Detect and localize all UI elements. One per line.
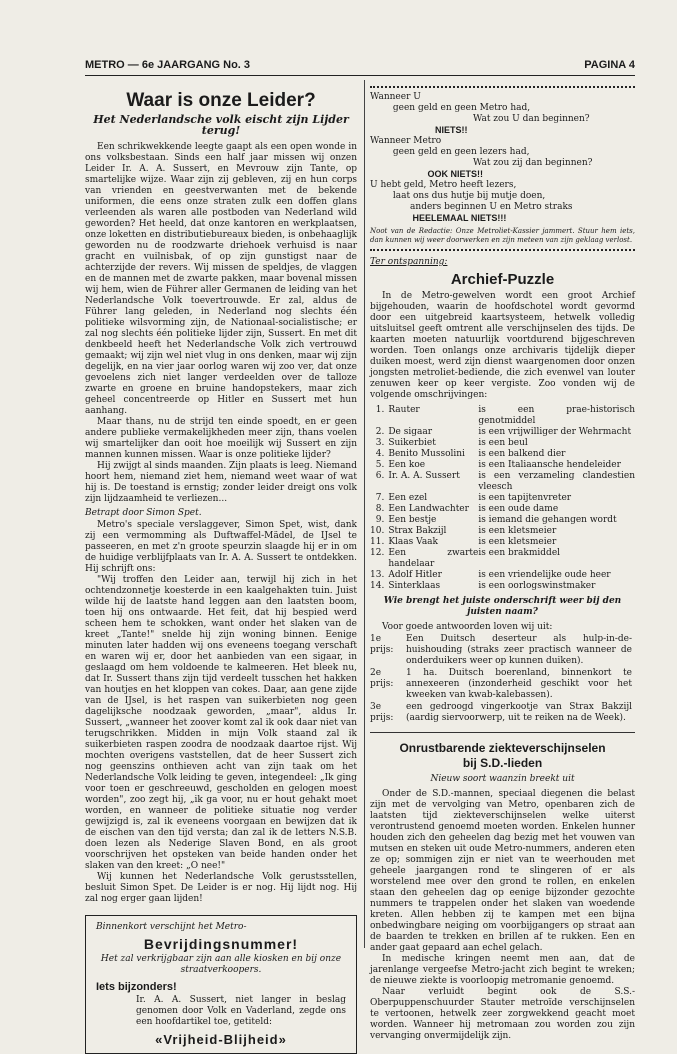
puzzle-row [370,427,635,438]
puzzle-row [370,581,635,592]
article-byline: Betrapt door Simon Spet. [85,508,202,518]
article2-paragraph: In medische kringen neemt men aan, dat de jarenlange vergeefse Metro-jacht zich begint te wreken; de nieuwe ziekte is voorloopig metromanie genoemd. [370,954,635,986]
puzzle-name: Sinterklaas [388,581,441,591]
puzzle-row [370,548,635,570]
puzzle-name: Suikerbiet [388,438,436,448]
puzzle-name: Adolf Hitler [388,570,442,580]
article-paragraph: Een schrikwekkende leegte gaapt als een open wonde in ons volksbestaan. Sinds een half jaar missen wij onzen Leider Ir. A. A. Sussert, en Mevrouw zijn Tante, op smartelijke wijze. Waar zijn zij gebleven, zij en hun corps van vrienden en geestverwanten met de bekende uniformen, die eens onze straten zulk een doffen glans verleenden als waren alle postboden van Nederland wild geworden? Het heeld, dat onze kantoren en werkplaatsen, onze loketten en distributiebureaux bieden, is onbehaaglijk geworden nu de roodzwarte driehoek verhuisd is naar gracht en vuilnisbak, of op zijn gunstigst naar de achterzijde der revers. Wij missen de speldjes, de vlaggen en de mannen met de zwarte pakken, maar bovenal missen wij hem, wien de Führer aller Germanen de leiding van het Nederlandsche Volk toevertrouwde. Er zal, aldus de Führer lang geleden, in Nederland nog slechts één politieke wilsvorming zijn, de Nationaal-socialistische; er zal nog slechts één politieke lijder zijn, Sussert. En met dit denkbeeld heeft het Nederlandsche Volk zich vertrouwd gemaakt; wij zijn wel niet vlug in ons denken, maar wij zijn degelijk, en na vier jaar oorlog waren wij zoo ver, dat onze gevoelens zich niet langer verdeelden over de talloze zwarte en groene en bruine handopstekers, maar zich geheel concentreerde op Hitler en Sussert met hun aanhang. [85,142,357,416]
puzzle-number: 14. [370,581,385,591]
editor-note: Noot van de Redactie: Onze Metroliet-Kassier jammert. Stuur hem iets, dan kunnen wij weer doorwerken en zijn meteen van zijn geklaag verlost. [370,227,635,244]
article-paragraph: Hij zwijgt al sinds maanden. Zijn plaats is leeg. Niemand hoort hem, niemand ziet hem, niemand weet waar of wat hij is. De toestand is ernstig; zonder leider dreigt ons volk zijn lijdzaamheid te verliezen... [85,461,357,504]
poem-line: anders beginnen U en Metro straks [370,202,573,212]
puzzle-question: Wie brengt het juiste onderschrift weer bij den juisten naam? [383,596,622,617]
article2-subtitle: Nieuw soort waanzin breekt uit [430,774,575,784]
header-page-number: PAGINA 4 [584,59,635,71]
puzzle-name: Een koe [388,460,426,470]
puzzle-name: Rauter [388,405,420,415]
prize-text: Een Duitsch deserteur als hulp-in-de-huishouding (straks zeer practisch wanneer de onderduikers weer op kunnen duiken). [406,634,632,666]
puzzle-number: 4. [375,449,385,459]
prize-label: 2e prijs: [370,668,394,689]
prize-1 [370,634,635,667]
column-divider [364,80,365,948]
header-rule [85,75,635,76]
puzzle-number: 1. [375,405,385,415]
puzzle-row [370,460,635,471]
puzzle-number: 13. [370,570,385,580]
prize-label: 1e prijs: [370,634,394,655]
article-paragraph: Metro's speciale verslaggever, Simon Spet, wist, dank zij een vermomming als Duftwaffel-Mädel, de IJsel te passeeren, en met z'n groote speurzin slaagde hij er in om de huidige verblijfplaats van Ir. A. A. Sussert te ontdekken. Hij schrijft ons: [85,520,357,574]
puzzle-description: is een tapijtenvreter [478,493,572,503]
puzzle-description: is een vrijwilliger der Wehrmacht [478,427,632,437]
puzzle-list [370,405,635,592]
puzzle-row [370,438,635,449]
left-column [85,82,357,1054]
puzzle-number: 2. [375,427,385,437]
puzzle-description: is een balkend dier [478,449,566,459]
puzzle-description: is iemand die gehangen wordt [478,515,617,525]
puzzle-row [370,493,635,504]
puzzle-name: Een zwarte handelaar [388,548,479,569]
announcement-intro: Binnenkort verschijnt het Metro- [96,922,247,932]
prize-text: een gedroogd vingerkootje van Strax Bakzijl (aardig siervoorwerp, uit te reiken na de Week). [406,702,632,723]
announcement-box [85,915,357,1054]
puzzle-name: Een ezel [388,493,428,503]
puzzle-name: Een Landwachter [388,504,469,514]
article2-paragraph: Naar verluidt begint ook de S.S.-Oberpuppenschuurder Stauter metroïde verschijnselen te vertoonen, hetwelk zeer zorgwekkend geacht moet worden. Wanneer hij metromaan zou worden zou zijn vervanging onvermijdelijk zijn. [370,987,635,1041]
poem-line: Wanneer U [370,92,421,102]
header-masthead: METRO — 6e JAARGANG No. 3 [85,59,251,71]
right-column [370,82,635,1042]
poem-line: geen geld en geen lezers had, [370,147,530,157]
article2-title-line2: bij S.D.-lieden [462,756,543,770]
puzzle-description: is een kletsmeier [478,526,557,536]
announcement-title: Bevrijdingsnummer! [143,936,299,952]
poem-line: HEELEMAAL NIETS!!! [370,213,507,223]
puzzle-number: 6. [375,471,385,481]
dotted-rule [370,86,635,88]
puzzle-row [370,449,635,460]
puzzle-row [370,471,635,493]
puzzle-name: Klaas Vaak [388,537,438,547]
puzzle-description: is een oude dame [478,504,559,514]
prize-text: 1 ha. Duitsch boerenland, binnenkort te annexeeren (inzonderheid geschikt voor het kweeken van kwab-kalebassen). [406,668,632,700]
announcement-line: Het zal verkrijgbaar zijn aan alle kiosken en bij onze straatverkoopers. [100,954,342,975]
announcement-heading: Iets bijzonders! [96,981,177,993]
puzzle-description: is een kletsmeier [478,537,557,547]
puzzle-name: Ir. A. A. Sussert [388,471,460,481]
prize-3 [370,702,635,724]
section-rule [370,732,635,733]
puzzle-name: Benito Mussolini [388,449,465,459]
article-subtitle: Het Nederlandsche volk eischt zijn Lijder terug! [93,113,349,137]
puzzle-row [370,504,635,515]
poem-line: geen geld en geen Metro had, [370,103,531,113]
puzzle-description: is een prae-historisch genotmiddel [478,405,635,426]
article2-paragraph: Onder de S.D.-mannen, speciaal diegenen die belast zijn met de vervolging van Metro, openbaren zich de laatsten tijd ziekteverschijnselen welke uiterst verontrustend genoemd moeten worden. Enkelen hunner houden zich den geheelen dag bezig met het vouwen van mutsen en steken uit oude Metro-nummers, anderen eten ze op; sommigen zijn er niet van te weerhouden met geheele jaargangen rond te slingeren of er als worstelend mee over den grond te rollen, en enkelen staan den geheelen dag op eenige bijzonder gezochte nummers te trappelen onder het slaken van woedende kreten. Allen hebben zij te kampen met een bijna onbedwingbare neiging om voorbijgangers op straat aan de baarden te trekken en brillen af te rukken. Een en ander gaat gepaard aan echel gelach. [370,789,635,953]
puzzle-description: is een verzameling clandestien vleesch [478,471,635,492]
puzzle-intro: In de Metro-gewelven wordt een groot Archief bijgehouden, waarin de hoofdschotel wordt gevormd door een uitgebreid kaartsysteem, hetwelk volledig uitsluitsel geeft omtrent alle verschijnselen des tijds. De kaarten moeten natuurlijk voortdurend bijgeschreven worden. Toen onlangs onze archivaris tijdelijk dieper duiken moest, werd zijn dienst waargenomen door onzen jongsten metroliet-bediende, die zich evenwel van louter zenuwen keer op keer vergiste. Zoo vonden wij de volgende omschrijvingen: [370,291,635,400]
puzzle-row [370,537,635,548]
poem-line: Wanneer Metro [370,136,442,146]
puzzle-row [370,515,635,526]
announcement-text: Ir. A. A. Sussert, niet langer in beslag genomen door Volk en Vaderland, zegde ons een hoofdartikel toe, getiteld: [136,995,346,1027]
puzzle-number: 12. [370,548,385,558]
puzzle-number: 10. [370,526,385,536]
poem-line: U hebt geld, Metro heeft lezers, [370,180,517,190]
puzzle-description: is een Italiaansche hendeleider [478,460,621,470]
article-paragraph: Maar thans, nu de strijd ten einde spoedt, en er geen andere publieke vermakelijkheden meer zijn, thans voelen wij smartelijker dan ooit hoe moeilijk wij Sussert en zijn mannen kunnen missen. Waar is onze politieke lijder? [85,417,357,460]
puzzle-row [370,526,635,537]
puzzle-number: 11. [370,537,385,547]
puzzle-name: De sigaar [388,427,433,437]
puzzle-description: is een brakmiddel [478,548,561,558]
dotted-rule [370,249,635,251]
announcement-article-title: «Vrijheid-Blijheid» [155,1032,287,1047]
puzzle-description: is een oorlogswinstmaker [478,581,596,591]
puzzle-number: 8. [375,504,385,514]
prize-label: 3e prijs: [370,702,394,723]
puzzle-number: 5. [375,460,385,470]
puzzle-number: 7. [375,493,385,503]
puzzle-name: Een bestje [388,515,437,525]
article-paragraph: Wij kunnen het Nederlandsche Volk gerustsstellen, besluit Simon Spet. De Leider is er nog. Hij lijdt nog. Hij zal nog erger gaan lijden! [85,872,357,904]
article-paragraph: "Wij troffen den Leider aan, terwijl hij zich in het ochtendzonnetje koesterde in een kaalgehakten tuin. Juist wilde hij de laatste hand leggen aan den laatsten boom, toen hij ons ontwaarde. Het feit, dat hij bespied werd scheen hem te schokken, want onder het slaken van de kreet „Tante!" snelde hij zijn woning binnen. Eenige minuten later hadden wij ons eveneens toegang verschaft en waren wij er, door het aanbieden van een sigaar, in geslaagd om hem voldoende te kalmeeren. Het bleek nu, dat Ir. Sussert thans zijn tijd verdeelt tusschen het hakken van houtjes en het kloppen van cokes. Daar, aan gene zijde van de IJsel, is het raspen van suikerbieten nog geen dagelijksche noodzaak geworden, „maar", aldus Ir. Sussert, „wanneer het zoover komt zal ik ook daar niet van terugschrikken. Midden in mijn Volk staand zal ik suikerbieten raspen zoodra de noodzaak daartoe rijst. Wij mochten overigens vaststellen, dat de heer Sussert zich nog geenszins onthieven acht van zijn taak om het Nederlandsche Volk leiding te geven, integendeel: „Ik ging voor toen er geschreeuwd, gescholden en gelogen moest worden", zoo zegt hij, „ik ga voor, nu er hout gehakt moet worden, en wanneer de politieke situatie nog verder gewijzigd is, zal ik eveneens voorgaan en bewijzen dat ik de eischen van den tijd versta; dan zal ik de letters N.S.B. doen lezen als Nederige Slaven Bond, en als groot voorschrijven het opsteken van beide handen onder het slaken van den kreet: „O nee!" [85,575,357,871]
prizes-intro: Voor goede antwoorden loven wij uit: [382,622,553,632]
puzzle-description: is een vriendelijke oude heer [478,570,611,580]
puzzle-number: 9. [375,515,385,525]
page-header [85,57,635,73]
puzzle-description: is een beul [478,438,528,448]
puzzle-number: 3. [375,438,385,448]
puzzle-row [370,405,635,427]
poem-line: laat ons dus hutje bij mutje doen, [370,191,546,201]
poem-line: NIETS!! [370,125,468,135]
poem-line: Wat zou zij dan beginnen? [370,158,593,168]
article-title: Waar is onze Leider? [126,90,316,111]
poem-line: Wat zou U dan beginnen? [370,114,590,124]
article2-title-line1: Onrustbarende ziekteverschijnselen [399,741,606,755]
section-label: Ter ontspanning: [370,257,448,267]
puzzle-row [370,570,635,581]
poem-line: OOK NIETS!! [370,169,484,179]
puzzle-name: Strax Bakzijl [388,526,447,536]
metro-poem [370,92,635,224]
puzzle-title: Archief-Puzzle [450,271,555,288]
prize-2 [370,668,635,701]
